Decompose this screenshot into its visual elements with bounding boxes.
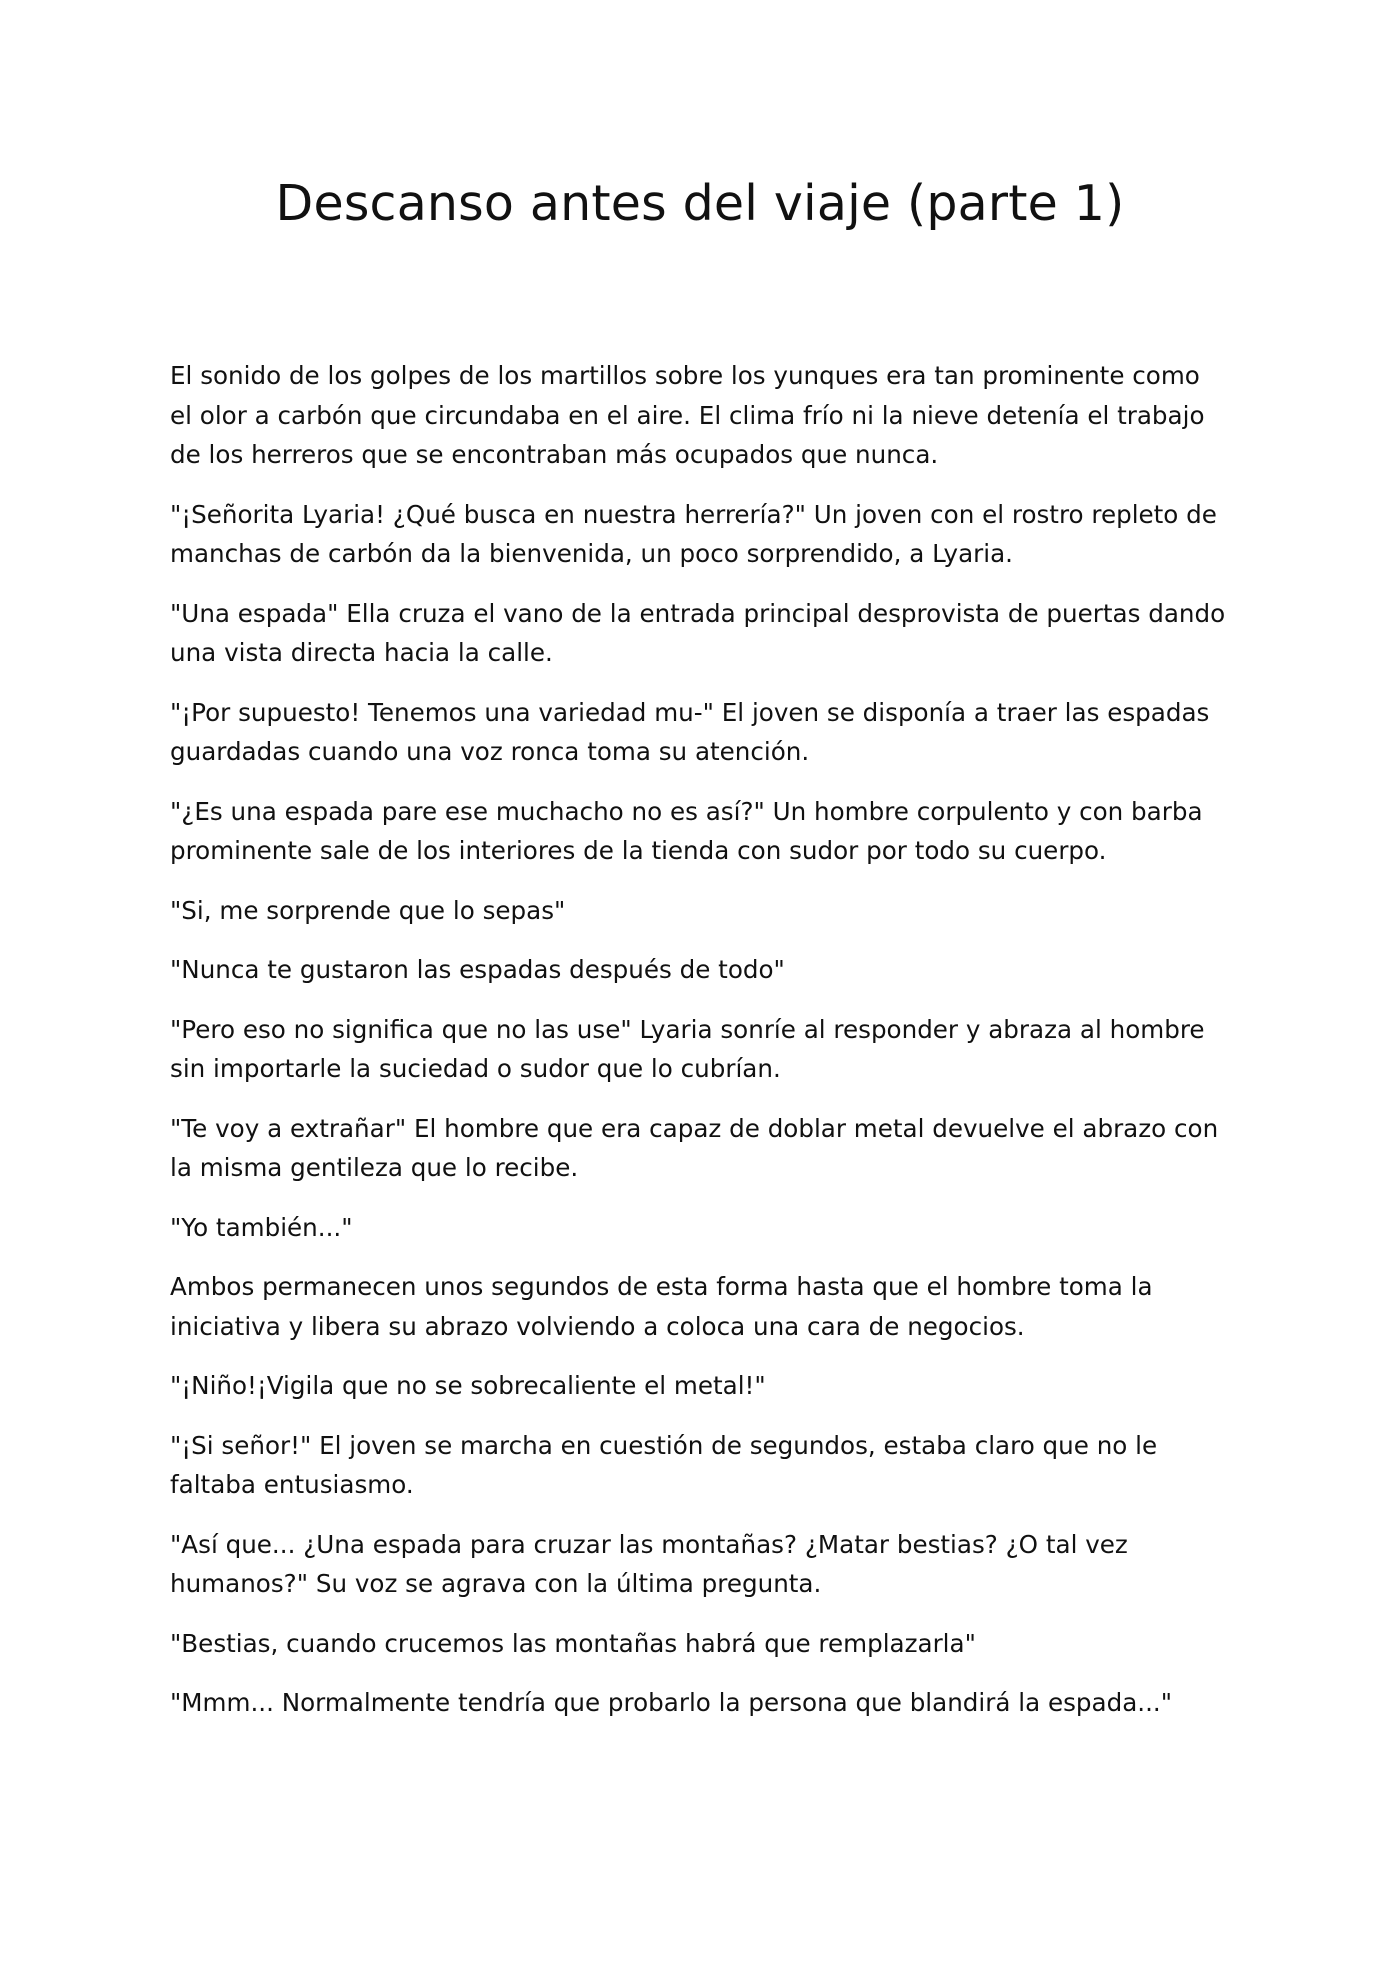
paragraph-5: "¿Es una espada pare ese muchacho no es así?" Un hombre corpulento y con barba prominente sale de los interiores de la tienda con sudor por todo su cuerpo. <box>170 796 1203 865</box>
paragraph-7: "Nunca te gustaron las espadas después de todo" <box>170 955 785 984</box>
paragraph-4: "¡Por supuesto! Tenemos una variedad mu-" El joven se disponía a traer las espadas guardadas cuando una voz ronca toma su atención. <box>170 697 1210 766</box>
document-title: Descanso antes del viaje (parte 1) <box>275 175 1125 232</box>
paragraph-13: "¡Si señor!" El joven se marcha en cuestión de segundos, estaba claro que no le faltaba entusiasmo. <box>170 1430 1158 1499</box>
paragraph-11: Ambos permanecen unos segundos de esta forma hasta que el hombre toma la iniciativa y libera su abrazo volviendo a coloca una cara de negocios. <box>170 1272 1153 1341</box>
paragraph-16: "Mmm... Normalmente tendría que probarlo la persona que blandirá la espada..." <box>170 1688 1173 1717</box>
paragraph-8: "Pero eso no significa que no las use" Lyaria sonríe al responder y abraza al hombre sin importarle la suciedad o sudor que lo cubrían. <box>170 1014 1205 1083</box>
paragraph-1: El sonido de los golpes de los martillos sobre los yunques era tan prominente como el olor a carbón que circundaba en el aire. El clima frío ni la nieve detenía el trabajo de los herreros que se encontraban más ocupados que nunca. <box>170 361 1205 469</box>
paragraph-6: "Si, me sorprende que lo sepas" <box>170 895 566 925</box>
paragraph-3: "Una espada" Ella cruza el vano de la entrada principal desprovista de puertas dando una vista directa hacia la calle. <box>170 598 1226 667</box>
paragraph-9: "Te voy a extrañar" El hombre que era capaz de doblar metal devuelve el abrazo con la misma gentileza que lo recibe. <box>170 1113 1219 1182</box>
paragraph-14: "Así que... ¿Una espada para cruzar las montañas? ¿Matar bestias? ¿O tal vez humanos?" Su voz se agrava con la última pregunta. <box>170 1529 1128 1598</box>
paragraph-15: "Bestias, cuando crucemos las montañas habrá que remplazarla" <box>170 1628 976 1658</box>
document-body <box>170 356 1245 1743</box>
paragraph-2: "¡Señorita Lyaria! ¿Qué busca en nuestra herrería?" Un joven con el rostro repleto de manchas de carbón da la bienvenida, un poco sorprendido, a Lyaria. <box>170 499 1217 568</box>
paragraph-12: "¡Niño!¡Vigila que no se sobrecaliente el metal!" <box>170 1371 766 1400</box>
paragraph-10: "Yo también..." <box>170 1212 353 1242</box>
